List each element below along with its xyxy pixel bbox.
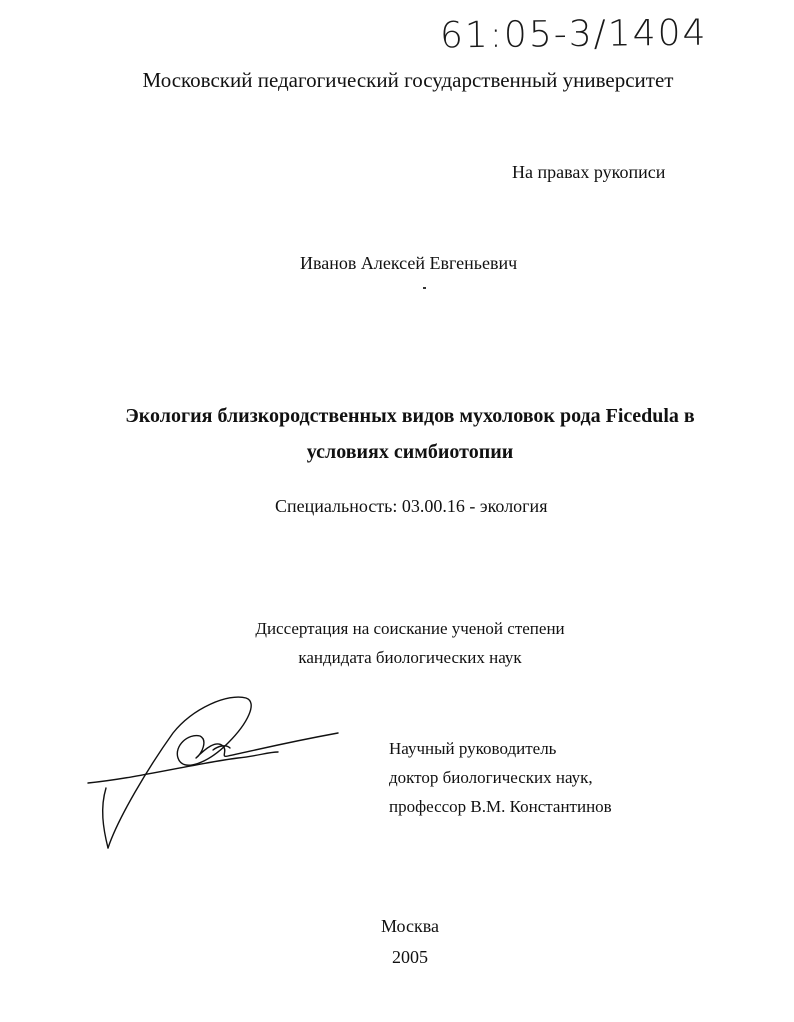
title-line-1: Экология близкородственных видов мухоловок рода Ficedula в [125, 405, 695, 427]
supervisor-line-2: доктор биологических наук, [389, 768, 593, 787]
ink-dot [423, 287, 426, 289]
degree-line-1: Диссертация на соискание ученой степени [255, 619, 565, 638]
supervisor-line-1: Научный руководитель [389, 739, 557, 758]
university-name: Московский педагогический государственный университет [142, 68, 674, 92]
degree-statement [0, 614, 794, 672]
year: 2005 [392, 947, 428, 967]
city: Москва [381, 916, 439, 936]
manuscript-rights-note: На правах рукописи [512, 162, 666, 182]
title-line-2: условиях симбиотопии [306, 441, 514, 463]
catalog-number: 61:05-3/1404 [439, 12, 708, 57]
dissertation-title [0, 398, 794, 470]
author-name: Иванов Алексей Евгеньевич [300, 253, 518, 273]
scientific-supervisor [389, 734, 612, 821]
degree-line-2: кандидата биологических наук [298, 648, 522, 667]
specialty: Специальность: 03.00.16 - экология [275, 496, 548, 516]
supervisor-line-3: профессор В.М. Константинов [389, 797, 612, 816]
signature-icon [78, 688, 348, 858]
place-and-year [0, 911, 794, 973]
